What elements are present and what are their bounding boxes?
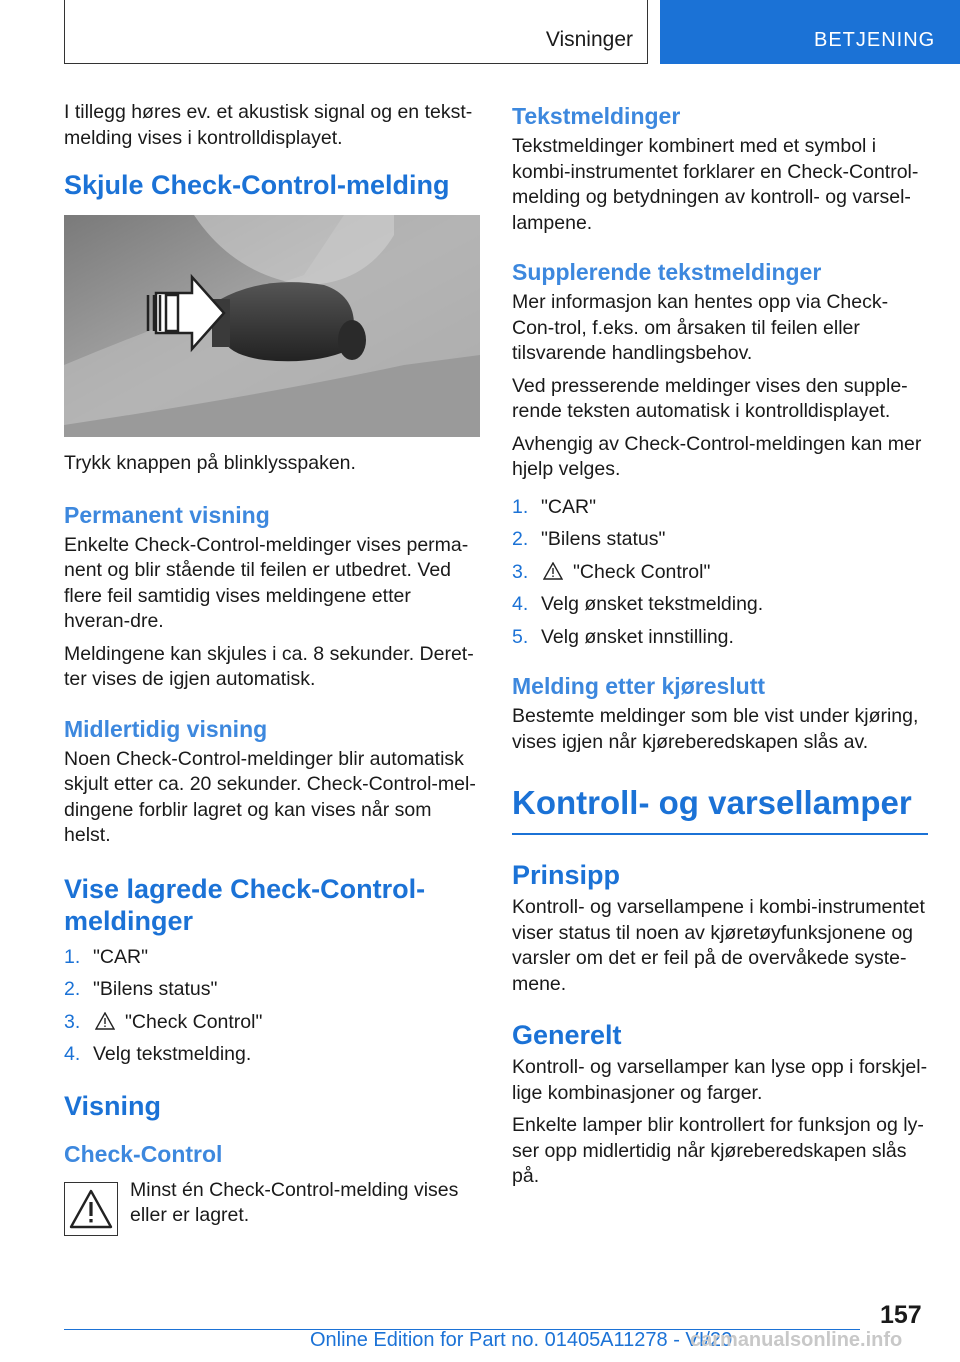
- check-control-text: Minst én Check-Control-melding vises eller er lagret.: [130, 1178, 459, 1226]
- supplementary-heading: Supplerende tekstmeldinger: [512, 259, 822, 285]
- check-control-heading: Check-Control: [64, 1140, 223, 1167]
- general-paragraph-2: Enkelte lamper blir kontrollert for funksjon og ly-ser opp midlertidig når kjøreberedskapen slås på.: [512, 1114, 924, 1187]
- list-item: 3. "Check Control": [64, 1010, 263, 1033]
- warning-triangle-icon: [95, 1012, 115, 1030]
- principle-paragraph: Kontroll- og varsellampene i kombi-instrumentet viser status til noen av kjøretøyfunksjonene og varsler om det er feil på de overvåkede syste-mene.: [512, 896, 925, 995]
- stored-messages-heading: Vise lagrede Check-Control-meldinger: [64, 873, 426, 936]
- intro-paragraph: I tillegg høres ev. et akustisk signal og en tekst-melding vises i kontrolldisplayet.: [64, 101, 473, 149]
- page-number: 157: [880, 1301, 922, 1329]
- list-item: 3. "Check Control": [512, 560, 711, 583]
- check-control-item: [64, 1178, 480, 1236]
- permanent-paragraph-1: Enkelte Check-Control-meldinger vises perma-nent og blir stående til feilen er utbedret. Ved flere feil samtidig vises meldingene etter hveran-dre.: [64, 533, 469, 632]
- display-heading: Visning: [64, 1090, 162, 1121]
- hide-message-heading: Skjule Check-Control-melding: [64, 170, 450, 200]
- supplementary-paragraph-2: Ved presserende meldinger vises den supple-rende teksten automatisk i kontrolldisplayet.: [512, 374, 908, 422]
- after-drive-paragraph: Bestemte meldinger som ble vist under kjøring, vises igjen når kjøreberedskapen slås av.: [512, 705, 919, 753]
- principle-heading: Prinsipp: [512, 860, 621, 890]
- header-chapter-title: BETJENING: [814, 29, 936, 51]
- general-heading: Generelt: [512, 1020, 622, 1050]
- permanent-paragraph-2: Meldingene kan skjules i ca. 8 sekunder. Deret-ter vises de igjen automatisk.: [64, 642, 474, 690]
- left-column: [64, 100, 480, 1236]
- after-drive-heading: Melding etter kjøreslutt: [512, 673, 766, 699]
- header-chapter-tab: [660, 0, 960, 64]
- photo-caption: Trykk knappen på blinklysspaken.: [64, 452, 356, 474]
- list-item: 4. Velg ønsket tekstmelding.: [512, 593, 764, 615]
- supplementary-steps-list: [512, 495, 928, 651]
- list-item: 1. "CAR": [64, 945, 149, 968]
- stored-steps-list: [64, 945, 480, 1068]
- text-messages-paragraph: Tekstmeldinger kombinert med et symbol i kombi-instrumentet forklarer en Check-Control-melding og betydningen av kontroll- og varsel-lampene.: [512, 135, 919, 234]
- supplementary-paragraph-3: Avhengig av Check-Control-meldingen kan mer hjelp velges.: [512, 432, 922, 480]
- stalk-button-photo: [64, 215, 480, 437]
- list-item: 2. "Bilens status": [512, 528, 666, 550]
- temporary-display-heading: Midlertidig visning: [64, 715, 268, 742]
- general-paragraph-1: Kontroll- og varsellamper kan lyse opp i forskjel-lige kombinasjoner og farger.: [512, 1056, 928, 1104]
- list-item: 4. Velg tekstmelding.: [64, 1043, 252, 1065]
- temporary-paragraph: Noen Check-Control-meldinger blir automatisk skjult etter ca. 20 sekunder. Check-Control-mel-dingene forblir lagret og kan vises når som helst.: [64, 747, 476, 846]
- permanent-display-heading: Permanent visning: [64, 501, 270, 528]
- header-section-tab: [64, 0, 648, 64]
- text-messages-heading: Tekstmeldinger: [512, 103, 681, 129]
- lamps-heading: Kontroll- og varsellamper: [512, 783, 928, 835]
- warning-triangle-icon: [543, 562, 563, 580]
- watermark: carmanualsonline.info: [690, 1329, 903, 1351]
- warning-triangle-icon: [64, 1182, 118, 1236]
- list-item: 2. "Bilens status": [64, 978, 218, 1000]
- list-item: 1. "CAR": [512, 495, 597, 518]
- footer-edition: Online Edition for Part no. 01405A11278 - VI/20: [310, 1329, 733, 1351]
- list-item: 5. Velg ønsket innstilling.: [512, 625, 734, 648]
- right-column: [512, 100, 928, 1197]
- supplementary-paragraph-1: Mer informasjon kan hentes opp via Check-Con-trol, f.eks. om årsaken til feilen eller tilsvarende handlingsbehov.: [512, 291, 889, 364]
- header-section-title: Visninger: [545, 28, 633, 51]
